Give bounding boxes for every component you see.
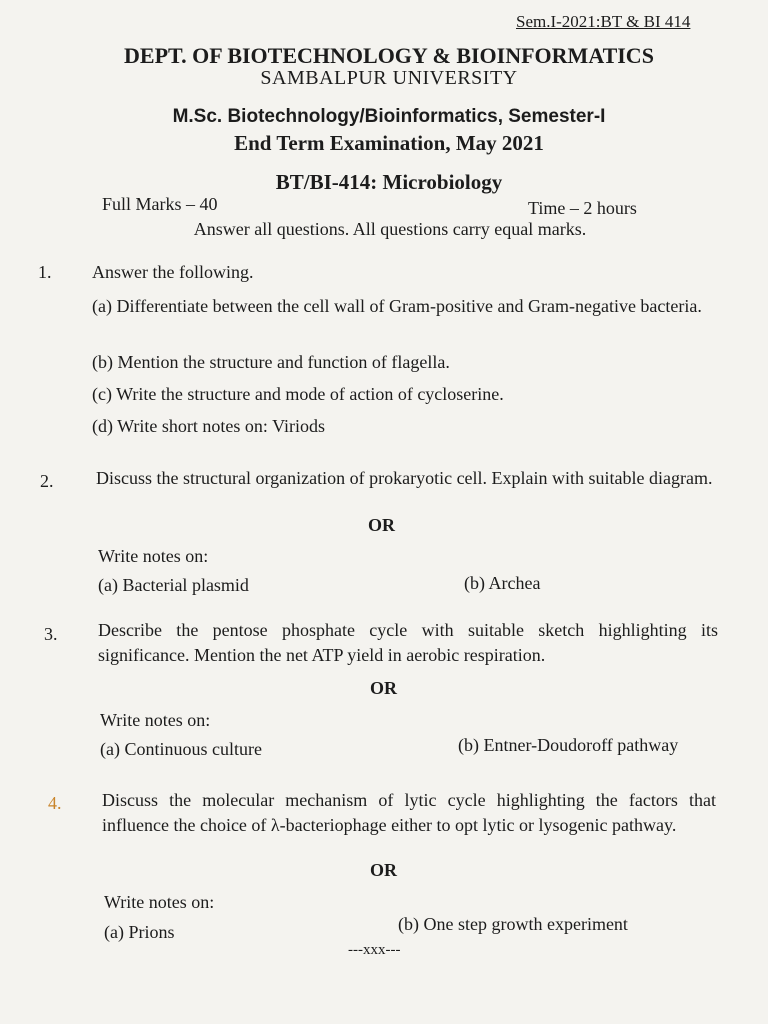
question-4-alt-b: (b) One step growth experiment	[398, 914, 628, 934]
question-1-text: Answer the following.	[92, 262, 254, 282]
question-3-or: OR	[370, 678, 397, 698]
question-3-alt-a: (a) Continuous culture	[100, 739, 262, 759]
question-3-text: Describe the pentose phosphate cycle with suitable sketch highlighting its significance. Mention the net ATP yield in aerobic respiration.	[98, 620, 718, 665]
question-4-alt-a: (a) Prions	[104, 922, 175, 942]
question-4-text: Discuss the molecular mechanism of lytic cycle highlighting the factors that influence the choice of λ-bacteriophage either to opt lytic or lysogenic pathway.	[102, 790, 716, 835]
question-2-or: OR	[368, 515, 395, 535]
question-4-number: 4.	[48, 793, 62, 813]
full-marks: Full Marks – 40	[102, 194, 218, 214]
question-3-alt-intro: Write notes on:	[100, 710, 211, 730]
instructions: Answer all questions. All questions carry equal marks.	[193, 219, 587, 239]
department-title: DEPT. OF BIOTECHNOLOGY & BIOINFORMATICS	[124, 43, 654, 68]
question-1-part-c: (c) Write the structure and mode of action of cycloserine.	[92, 384, 504, 404]
question-2-number: 2.	[40, 471, 54, 491]
question-3-alt-b: (b) Entner-Doudoroff pathway	[458, 735, 679, 755]
subject-title: BT/BI-414: Microbiology	[275, 170, 503, 194]
question-1-part-d: (d) Write short notes on: Viriods	[92, 416, 326, 436]
question-1-part-b: (b) Mention the structure and function of flagella.	[92, 352, 450, 372]
question-4-or: OR	[370, 860, 397, 880]
question-2-alt-a: (a) Bacterial plasmid	[98, 575, 249, 595]
exam-title: End Term Examination, May 2021	[234, 131, 544, 155]
program-title: M.Sc. Biotechnology/Bioinformatics, Semester-I	[172, 106, 606, 127]
time-allowed: Time – 2 hours	[528, 198, 637, 218]
question-4-alt-intro: Write notes on:	[104, 892, 215, 912]
question-1-number: 1.	[38, 262, 52, 282]
question-2-alt-intro: Write notes on:	[98, 546, 209, 566]
paper-code: Sem.I-2021:BT & BI 414	[516, 12, 691, 31]
university-name: SAMBALPUR UNIVERSITY	[260, 67, 518, 89]
question-2-text: Discuss the structural organization of prokaryotic cell. Explain with suitable diagram.	[96, 468, 713, 488]
question-2-alt-b: (b) Archea	[464, 573, 541, 593]
question-1-part-a: (a) Differentiate between the cell wall of Gram-positive and Gram-negative bacteria.	[92, 296, 702, 316]
end-mark: ---xxx---	[348, 942, 401, 958]
question-3-number: 3.	[44, 624, 58, 644]
